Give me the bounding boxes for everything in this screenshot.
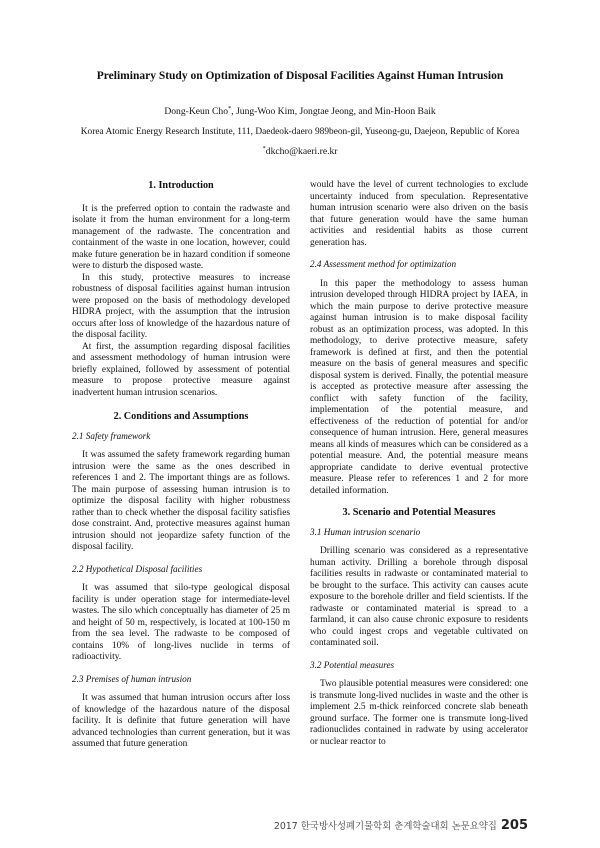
paragraph: It was assumed that human intrusion occurs after loss of knowledge of the hazardous nature of the disposal facility. It is definite that future generation will have advanced technologies than current generation, but it was assumed that future generation [72,693,290,749]
right-column [310,180,528,748]
subsection-heading: 2.4 Assessment method for optimization [310,259,457,269]
left-column [72,180,290,751]
paper-title: Preliminary Study on Optimization of Disposal Facilities Against Human Intrusion [96,70,504,82]
paragraph: It is the preferred option to contain the radwaste and isolate it from the human environment for a long-term management of the radwaste. The concentration and containment of the waste in one location, however, could make future generation be in hazard condition if someone were to disturb the disposed waste. [72,203,290,271]
subsection-heading: 3.2 Potential measures [310,659,395,670]
paragraph: Drilling scenario was considered as a representative human activity. Drilling a borehole through disposal facilities results in radwaste or contaminated material to be brought to the surface. This activity can causes acute exposure to the borehole driller and field scientists. If the radwaste or contaminated material is spread to a farmland, it can also cause chronic exposure to residents who could ingest crops and vegetable cultivated on contaminated soil. [310,546,528,648]
subsection-heading: 2.1 Safety framework [72,430,151,441]
author-list [40,106,560,117]
section-heading-introduction: 1. Introduction [148,180,214,191]
conference-name: 2017 한국방사성폐기물학회 춘계학술대회 논문요약집 [273,821,497,832]
email-mark: * [262,144,266,152]
first-author: Dong-Keun Cho [164,106,229,117]
subsection-heading: 3.1 Human intrusion scenario [310,526,421,537]
section-heading-conditions: 2. Conditions and Assumptions [113,411,249,422]
affiliation: Korea Atomic Energy Research Institute, 111, Daedeok-daero 989beon-gil, Yuseong-gu, Daejeon, Republic of Korea [80,127,520,137]
paragraph: At first, the assumption regarding disposal facilities and assessment methodology of human intrusion were briefly explained, followed by assessment of potential measure to propose protective measure against inadvertent human intrusion scenarios. [72,341,290,398]
other-authors: , Jung-Woo Kim, Jongtae Jeong, and Min-Hoon Baik [231,106,436,117]
email-address: dkcho@kaeri.re.kr [265,146,338,157]
paragraph: In this paper the methodology to assess human intrusion developed through HIDRA project by IAEA, in which the main purpose to derive protective measure against human intrusion is to make disposal facility robust as an optimization process, was adopted. In this methodology, to derive protective measure, safety framework is defined at first, and then the potential measure on the basis of general measures and specific disposal system is derived. Finally, the potential measure is accepted as protective measure after assessing the conflict with safety function of the facility, implementation of the potential measure, and effectiveness of the reduction of potential for and/or consequence of human intrusion. Here, general measures means all kinds of measures which can be considered as a potential measure. And, the potential measure means appropriate candidate to derive eventual protective measure. Please refer to references 1 and 2 for more detailed information. [310,278,528,496]
page-number: 205 [500,818,528,833]
paragraph: Two plausible potential measures were considered: one is transmute long-lived nuclides in waste and the other is implement 2.5 m-thick reinforced concrete slab beneath ground surface. The former one is transmute long-lived radionuclides contained in radwate by using accelerator or nuclear reactor to [310,679,528,747]
subsection-heading: 2.3 Premises of human intrusion [72,673,192,684]
paragraph: In this study, protective measures to increase robustness of disposal facilities against human intrusion were proposed on the basis of methodology developed HIDRA project, with the assumption that the intrusion occurs after loss of knowledge of the hazardous nature of the disposal facility. [72,272,290,340]
section-heading-scenario: 3. Scenario and Potential Measures [342,507,496,518]
paragraph: It was assumed the safety framework regarding human intrusion were the same as the ones described in references 1 and 2. The important things are as follows. The main purpose of assessing human intrusion is to optimize the disposal facility with higher robustness rather than to check whether the disposal facility satisfies dose constraint. And, protective measures against human intrusion should not jeopardize safety function of the disposal facility. [72,450,290,552]
paragraph-continued: would have the level of current technologies to exclude uncertainty induced from speculation. Representative human intrusion scenario were also driven on the basis that future generation would have the same human activities and residential habits as those current generation has. [310,180,528,248]
page-footer [274,818,528,833]
subsection-heading: 2.2 Hypothetical Disposal facilities [72,563,203,574]
corresponding-mark: * [228,104,232,112]
paragraph: It was assumed that silo-type geological disposal facility is under operation stage for intermediate-level wastes. The silo which conceptually has diameter of 25 m and height of 50 m, respectively, is located at 100-150 m from the sea level. The radwaste to be composed of contains 10% of long-lives nuclide in terms of radioactivity. [72,583,290,662]
corresponding-email [40,146,560,157]
